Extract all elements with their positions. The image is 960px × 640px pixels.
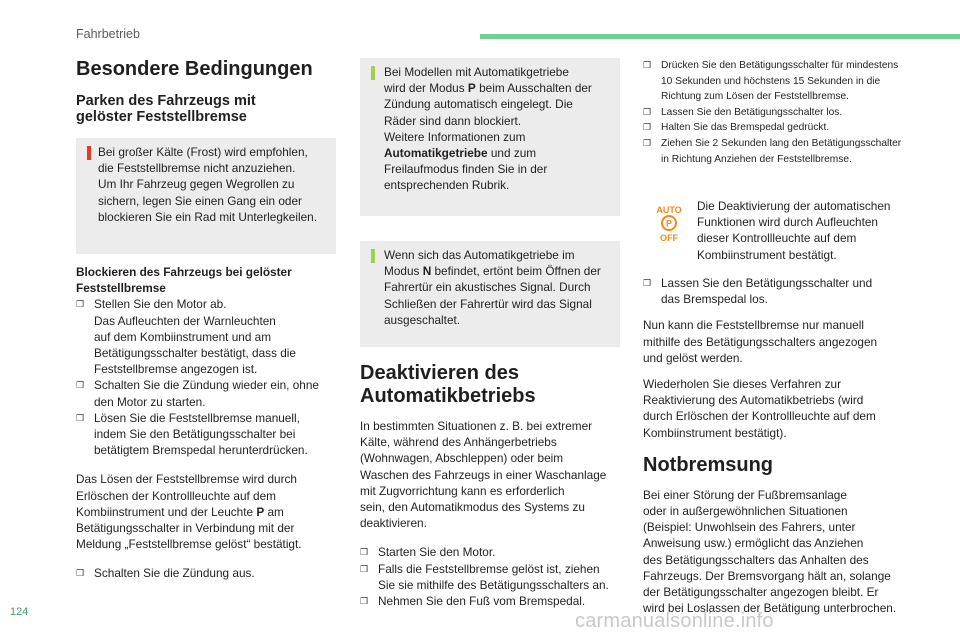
warning-text (98, 144, 317, 225)
text-line: in Richtung Anziehen der Feststellbremse. (661, 153, 852, 165)
text-line: deaktivieren. (360, 516, 427, 531)
column-right-body (643, 275, 913, 616)
step-item (643, 275, 913, 307)
text-line: ❒ Drücken Sie den Betätigungsschalter für mindestens (661, 60, 899, 71)
text-line: Um Ihr Fahrzeug gegen Wegrollen zu (98, 177, 295, 192)
text-line: ❒ Halten Sie das Bremspedal gedrückt. (661, 122, 830, 134)
text-line: Fahrertür ein akustisches Signal. Durch (384, 280, 591, 295)
title-line: Automatikbetriebs (360, 385, 536, 407)
text-span: am (264, 504, 284, 519)
text-line: Funktionen wird durch Aufleuchten (697, 215, 878, 230)
section-subtitle (76, 93, 336, 125)
warning-note (76, 138, 336, 254)
text-line: Das Lösen der Feststellbremse wird durch (76, 472, 297, 487)
text-line: Kombiinstrument bestätigt. (697, 247, 837, 262)
text-line: das Bremspedal los. (661, 292, 768, 307)
text-line: wird bei Loslassen der Betätigung unterbrochen. (643, 601, 897, 616)
text-line (384, 263, 601, 279)
info-text (384, 247, 601, 328)
text-line: In bestimmten Situationen z. B. bei extremer (360, 419, 593, 433)
text-line: entsprechenden Rubrik. (384, 178, 510, 193)
text-line: oder in außergewöhnlichen Situationen (643, 504, 848, 519)
text-line: ❒ Starten Sie den Motor. (378, 545, 496, 560)
text-line: Anweisung usw.) ermöglicht das Anziehen (643, 536, 864, 551)
column-middle-body (360, 362, 625, 609)
auto-off-warning-icon (650, 204, 688, 242)
text-span: befindet, ertönt beim Öffnen der (431, 264, 601, 279)
text-line: Bei großer Kälte (Frost) wird empfohlen, (98, 145, 308, 159)
auto-label: AUTO (656, 205, 682, 215)
text-span: Modus (384, 264, 423, 279)
text-line (384, 80, 592, 96)
text-line: Feststellbremse angezogen ist. (94, 362, 258, 377)
parking-letter: P (665, 218, 673, 229)
info-note (360, 241, 620, 347)
text-line: Räder sind dann blockiert. (384, 113, 522, 128)
text-line: Feststellbremse (76, 281, 166, 296)
text-line: Zündung automatisch eingelegt. Die (384, 97, 573, 112)
step-list (360, 544, 625, 609)
text-line: des Betätigungsschalters das Anhalten des (643, 552, 869, 567)
text-line: ❒ Ziehen Sie 2 Sekunden lang den Betätigungsschalter (661, 137, 902, 149)
text-line: mit Zugvorrichtung kann es erforderlich (360, 483, 565, 498)
text-line: Waschen des Fahrzeugs in einer Waschanlage (360, 467, 607, 482)
subtitle-line: gelöster Feststellbremse (76, 109, 247, 125)
column-right-steps (643, 58, 908, 167)
text-line: Wenn sich das Automatikgetriebe im (384, 248, 575, 262)
text-line: ❒ Schalten Sie die Zündung wieder ein, ohne (94, 378, 319, 393)
step-item (643, 58, 908, 105)
step-item (360, 561, 625, 593)
text-line: Reaktivierung des Automatikbetriebs (wird (643, 393, 864, 408)
watermark: carmanualsonline.info (575, 610, 774, 632)
step-item (643, 105, 908, 121)
section-header: Fahrbetrieb (76, 27, 140, 41)
text-span: beim Ausschalten der (475, 81, 592, 96)
text-line: Kombiinstrument bestätigt). (643, 425, 787, 440)
text-line: Betätigungsschalter in Verbindung mit der (76, 521, 295, 536)
icon-description (697, 198, 917, 263)
text-line: Bei einer Störung der Fußbremsanlage (643, 487, 847, 502)
paragraph (643, 376, 913, 441)
text-line: Kälte, während des Anhängerbetriebs (360, 435, 557, 450)
step-item (360, 593, 625, 609)
info-text (384, 64, 592, 194)
text-line: den Motor zu starten. (94, 394, 206, 409)
text-line: ❒ Schalten Sie die Zündung aus. (94, 566, 255, 581)
step-item (76, 377, 341, 409)
text-line: Die Deaktivierung der automatischen (697, 199, 891, 213)
step-item (76, 410, 341, 459)
step-item (76, 565, 341, 581)
step-item (643, 120, 908, 136)
subtitle-line: Parken des Fahrzeugs mit (76, 93, 256, 109)
text-line: ❒ Stellen Sie den Motor ab. (94, 297, 227, 312)
section-title (360, 362, 625, 408)
text-span: wird der Modus (384, 81, 468, 96)
text-line: sichern, legen Sie einen Gang ein oder (98, 193, 302, 208)
text-line: 10 Sekunden und höchstens 15 Sekunden in die (661, 75, 881, 87)
section-accent-bar (480, 34, 960, 39)
text-line: ❒ Nehmen Sie den Fuß vom Bremspedal. (378, 594, 586, 609)
text-span: N (422, 264, 432, 279)
text-line: Fahrzeugs. Der Bremsvorgang hält an, solange (643, 568, 891, 583)
text-line: Freilaufmodus finden Sie in der (384, 162, 548, 177)
text-line: Betätigungsschalter bestätigt, dass die (94, 346, 296, 361)
column-left (76, 58, 336, 125)
info-note (360, 58, 620, 216)
paragraph (697, 198, 917, 263)
text-line: durch Erlöschen der Kontrollleuchte auf dem (643, 409, 876, 424)
column-left-body (76, 264, 341, 582)
text-span: Automatikgetriebe (384, 146, 488, 161)
text-line: ❒ Falls die Feststellbremse gelöst ist, ziehen (378, 561, 600, 576)
text-line: ❒ Lassen Sie den Betätigungsschalter los. (661, 106, 843, 118)
text-line: indem Sie den Betätigungsschalter bei (94, 427, 296, 442)
text-span: und zum (487, 146, 537, 161)
info-icon (371, 249, 375, 263)
text-line: mithilfe des Betätigungsschalters angezogen (643, 334, 878, 349)
step-item (76, 296, 341, 377)
step-item (643, 136, 908, 167)
text-line: Erlöschen der Kontrollleuchte auf dem (76, 488, 277, 503)
step-item (360, 544, 625, 560)
text-line (76, 504, 341, 520)
paragraph (643, 317, 913, 366)
title-line: Deaktivieren des (360, 362, 519, 384)
block-heading (76, 264, 341, 296)
text-line: ❒ Lassen Sie den Betätigungsschalter und (661, 276, 873, 290)
text-span: Kombiinstrument und der Leuchte (76, 504, 257, 519)
text-span: P (467, 81, 476, 96)
text-line: und gelöst werden. (643, 350, 743, 365)
text-line: betätigtem Bremspedal herunterdrücken. (94, 443, 308, 458)
text-line: Das Aufleuchten der Warnleuchten (94, 313, 276, 328)
page-title: Besondere Bedingungen (76, 58, 313, 80)
text-line: Bei Modellen mit Automatikgetriebe (384, 65, 569, 79)
text-line: ❒ Lösen Sie die Feststellbremse manuell, (94, 410, 300, 425)
text-line: die Feststellbremse nicht anzuziehen. (98, 161, 296, 176)
text-line: sein, den Automatikmodus des Systems zu (360, 500, 585, 515)
text-line: Sie sie mithilfe des Betätigungsschalters an. (378, 577, 609, 592)
text-line (384, 145, 592, 161)
text-line: auf dem Kombiinstrument und am (94, 329, 272, 344)
text-line: dieser Kontrollleuchte auf dem (697, 231, 857, 246)
text-line: Weitere Informationen zum (384, 129, 526, 144)
text-line: Nun kann die Feststellbremse nur manuell (643, 318, 864, 333)
text-line: (Wohnwagen, Abschleppen) oder beim (360, 451, 564, 466)
warning-icon (87, 146, 91, 160)
section-title: Notbremsung (643, 453, 773, 476)
paragraph (643, 487, 913, 617)
text-line: Richtung zum Lösen der Feststellbremse. (661, 91, 849, 103)
paragraph (76, 471, 341, 552)
text-line: Meldung „Feststellbremse gelöst“ bestätigt. (76, 537, 302, 552)
text-line: Blockieren des Fahrzeugs bei gelöster (76, 265, 292, 279)
text-line: (Beispiel: Unwohlsein des Fahrers, unter (643, 520, 856, 535)
text-line: ausgeschaltet. (384, 312, 461, 327)
info-icon (371, 66, 375, 80)
text-line: Wiederholen Sie dieses Verfahren zur (643, 377, 842, 392)
text-line: blockieren Sie ein Rad mit Unterlegkeilen. (98, 209, 318, 224)
off-label: OFF (660, 233, 678, 242)
page-number: 124 (10, 606, 29, 618)
text-line: der Betätigungsschalter angezogen bleibt. Er (643, 585, 879, 600)
text-span: P (256, 504, 265, 519)
paragraph (360, 418, 625, 531)
text-line: Schließen der Fahrertür wird das Signal (384, 296, 592, 311)
